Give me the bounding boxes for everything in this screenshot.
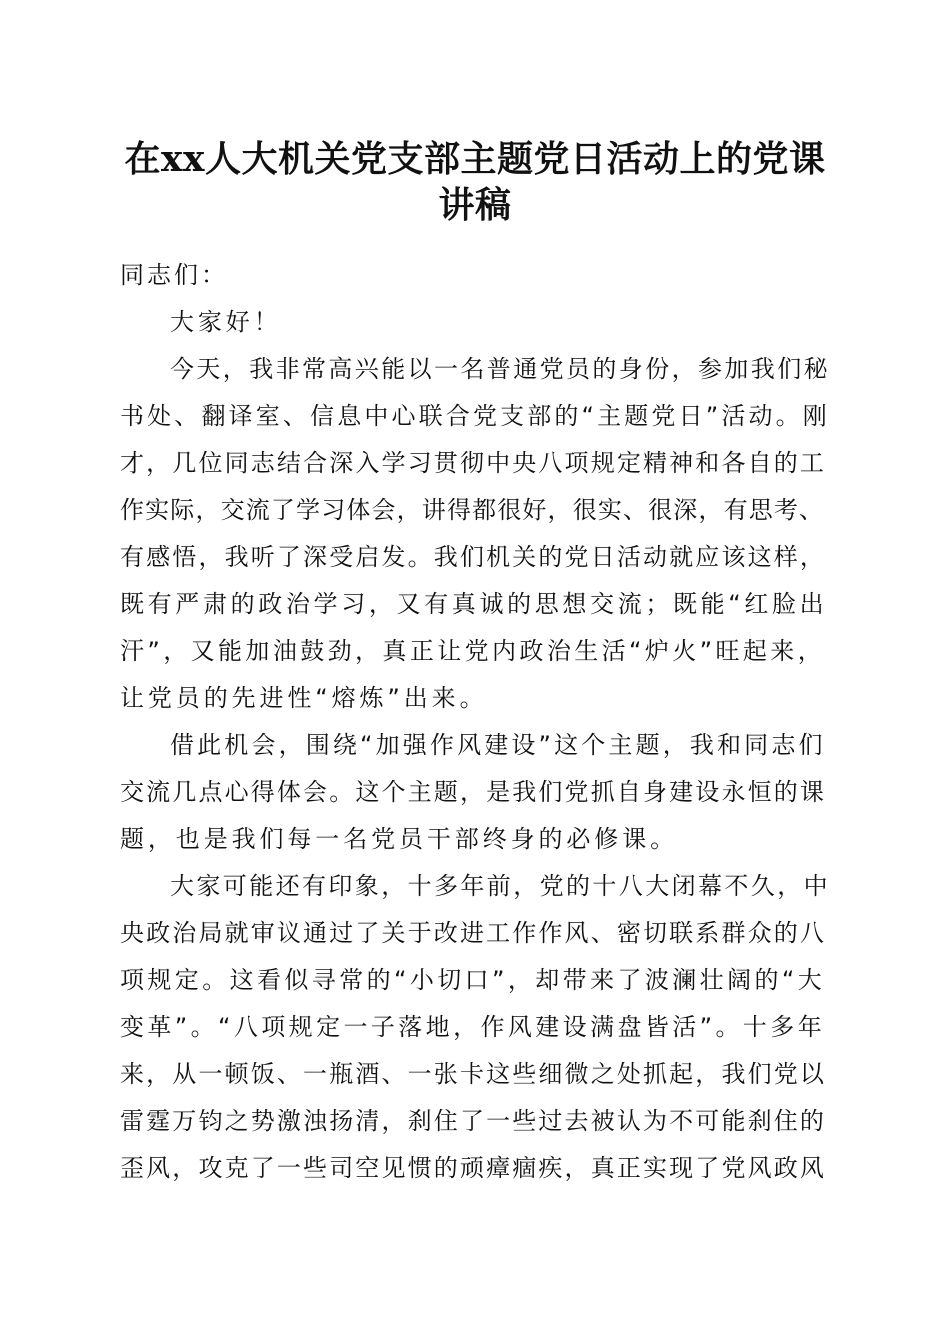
title-line-1: 在xx人大机关党支部主题党日活动上的党课	[124, 138, 826, 180]
paragraph-line: 来，从一顿饭、一瓶酒、一张卡这些细微之处抓起，我们党以	[120, 1060, 827, 1088]
paragraph-line: 让党员的先进性“熔炼”出来。	[120, 684, 488, 712]
paragraph-line: 项规定。这看似寻常的“小切口”，却带来了波澜壮阔的“大	[120, 966, 826, 994]
paragraph-line: 汗”，又能加油鼓劲，真正让党内政治生活“炉火”旺起来，	[120, 637, 826, 665]
paragraph-line: 既有严肃的政治学习，又有真诚的思想交流；既能“红脸出	[120, 590, 828, 618]
paragraph-line: 有感悟，我听了深受启发。我们机关的党日活动就应该这样，	[120, 543, 827, 571]
paragraph-line: 题，也是我们每一名党员干部终身的必修课。	[120, 825, 678, 853]
paragraph-line: 交流几点心得体会。这个主题，是我们党抓自身建设永恒的课	[120, 778, 827, 806]
paragraph-line: 变革”。“八项规定一子落地，作风建设满盘皆活”。十多年	[120, 1013, 826, 1041]
paragraph-line: 大家可能还有印象，十多年前，党的十八大闭幕不久，中	[170, 872, 830, 900]
salutation: 同志们：	[120, 261, 228, 289]
paragraph-line: 今天，我非常高兴能以一名普通党员的身份，参加我们秘	[170, 355, 830, 383]
document-title	[100, 136, 850, 228]
title-line-2: 讲稿	[438, 184, 512, 226]
paragraph-line: 书处、翻译室、信息中心联合党支部的“主题党日”活动。刚	[120, 402, 830, 430]
document-body	[120, 252, 830, 1192]
paragraph-line: 央政治局就审议通过了关于改进工作作风、密切联系群众的八	[120, 919, 827, 947]
paragraph-line: 大家好！	[170, 308, 282, 336]
paragraph-line: 作实际，交流了学习体会，讲得都很好，很实、很深，有思考、	[120, 496, 825, 524]
paragraph-line: 歪风，攻克了一些司空见惯的顽瘴痼疾，真正实现了党风政风	[120, 1154, 827, 1182]
paragraph-line: 借此机会，围绕“加强作风建设”这个主题，我和同志们	[170, 731, 826, 759]
paragraph-line: 才，几位同志结合深入学习贯彻中央八项规定精神和各自的工	[120, 449, 827, 477]
paragraph-line: 雷霆万钧之势激浊扬清，刹住了一些过去被认为不可能刹住的	[120, 1107, 827, 1135]
